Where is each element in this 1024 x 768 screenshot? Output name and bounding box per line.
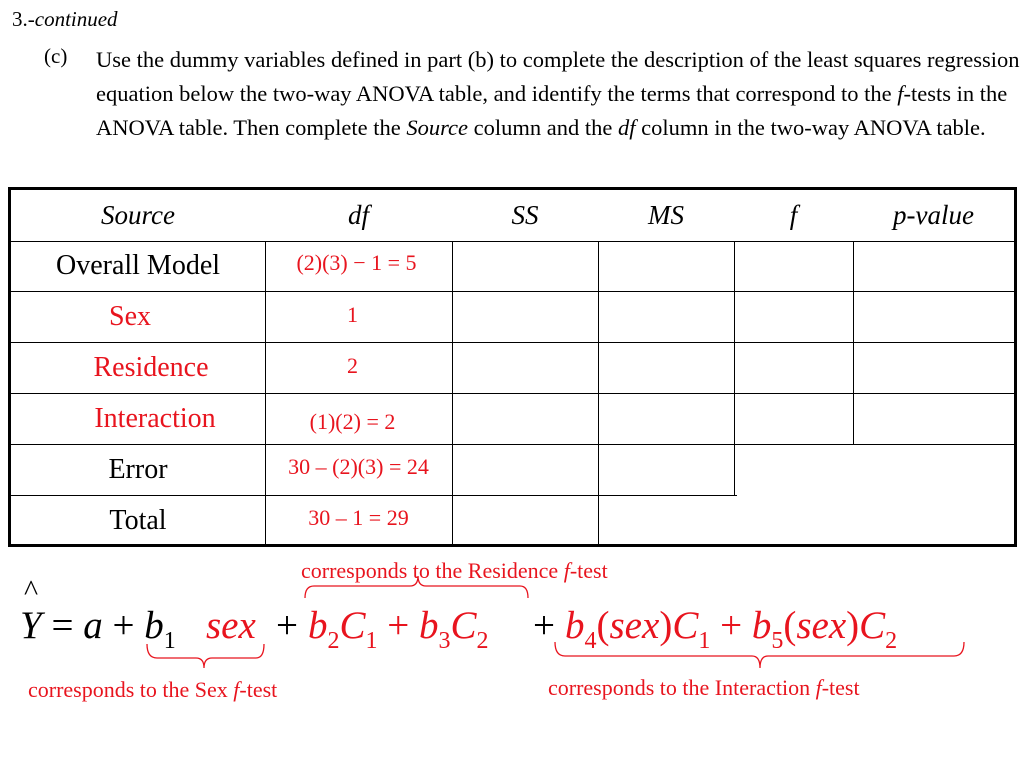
plus-sign: +: [387, 604, 410, 647]
instructions-seg1: Use the dummy variables defined in part (b) to complete the description of the least squares regression equation below the two-way ANOVA table, and identify the terms that correspond to the: [96, 47, 1020, 106]
source-interaction: Interaction: [94, 403, 216, 434]
c2-variable: C: [859, 604, 886, 647]
source-overall-model: Overall Model: [55, 250, 221, 281]
c1-variable: C: [339, 604, 366, 647]
sex-variable: sex: [609, 604, 660, 647]
instructions-seg2: -tests in the ANOVA table. Then complete the: [96, 81, 1008, 140]
sex-variable: sex: [206, 604, 256, 647]
problem-number: 3.-: [12, 7, 35, 31]
subscript-3: 3: [438, 628, 451, 654]
instructions-source: Source: [406, 115, 469, 140]
subscript-1: 1: [365, 628, 378, 654]
paren-open: (: [596, 604, 610, 647]
sex-variable: sex: [796, 604, 847, 647]
instructions-seg3: column and the: [468, 115, 618, 140]
continued-label: continued: [34, 7, 118, 31]
annotation-sex-text: corresponds to the Sex: [28, 677, 234, 702]
coef-b2: b: [308, 604, 328, 647]
equals-sign: =: [51, 604, 74, 647]
subscript-2: 2: [476, 628, 489, 654]
annotation-residence-suffix: -test: [569, 558, 608, 583]
df-residence: 2: [347, 353, 358, 378]
paren-close: ): [659, 604, 673, 647]
df-overall-model: (2)(3) − 1 = 5: [296, 250, 417, 275]
header-p-value: p-value: [893, 200, 974, 230]
paren-close: ): [846, 604, 860, 647]
subscript-1: 1: [163, 628, 176, 654]
df-interaction: (1)(2) = 2: [309, 409, 396, 434]
df-total: 30 – 1 = 29: [308, 505, 409, 530]
header-f: f: [789, 200, 798, 230]
subscript-4: 4: [584, 628, 597, 654]
annotation-sex-f: f: [233, 677, 240, 702]
instructions-df: df: [617, 115, 636, 140]
coef-b3: b: [419, 604, 439, 647]
plus-sign: +: [533, 604, 555, 647]
source-error: Error: [108, 454, 168, 485]
annotation-interaction: [548, 675, 860, 701]
coef-b1: b: [144, 604, 164, 647]
y-variable: Y: [20, 604, 42, 647]
c2-variable: C: [450, 604, 477, 647]
plus-sign: +: [276, 604, 298, 647]
source-sex: Sex: [109, 301, 151, 332]
annotation-residence-text: corresponds to the Residence: [301, 558, 564, 583]
df-error: 30 – (2)(3) = 24: [288, 454, 429, 479]
annotation-residence-f: f: [563, 558, 570, 583]
source-total: Total: [109, 505, 167, 536]
coef-b5: b: [751, 604, 772, 647]
annotation-residence: [301, 558, 608, 584]
plus-sign: +: [112, 604, 135, 647]
coef-b4: b: [565, 604, 585, 647]
source-residence: Residence: [93, 352, 209, 383]
annotation-sex: [28, 677, 277, 703]
header-df: df: [347, 200, 369, 230]
subscript-2: 2: [885, 628, 898, 654]
header-ms: MS: [648, 200, 684, 230]
sex-brace: [147, 644, 264, 668]
instructions-seg4: column in the two-way ANOVA table.: [635, 115, 986, 140]
part-label: (c): [44, 44, 68, 68]
plus-sign: +: [720, 604, 743, 647]
instructions-f: f: [897, 81, 904, 106]
annotation-interaction-text: corresponds to the Interaction: [548, 675, 816, 700]
paren-open: (: [783, 604, 797, 647]
subscript-2: 2: [327, 628, 340, 654]
interaction-brace: [555, 642, 964, 668]
annotation-interaction-suffix: -test: [821, 675, 860, 700]
y-hat-symbol: ^: [24, 574, 39, 607]
df-sex: 1: [347, 302, 358, 327]
header-ss: SS: [511, 200, 539, 230]
subscript-1: 1: [698, 628, 711, 654]
annotation-interaction-f: f: [815, 675, 822, 700]
subscript-5: 5: [771, 628, 784, 654]
c1-variable: C: [672, 604, 699, 647]
header-source: Source: [101, 200, 175, 230]
intercept-a: a: [83, 604, 103, 647]
annotation-sex-suffix: -test: [239, 677, 278, 702]
